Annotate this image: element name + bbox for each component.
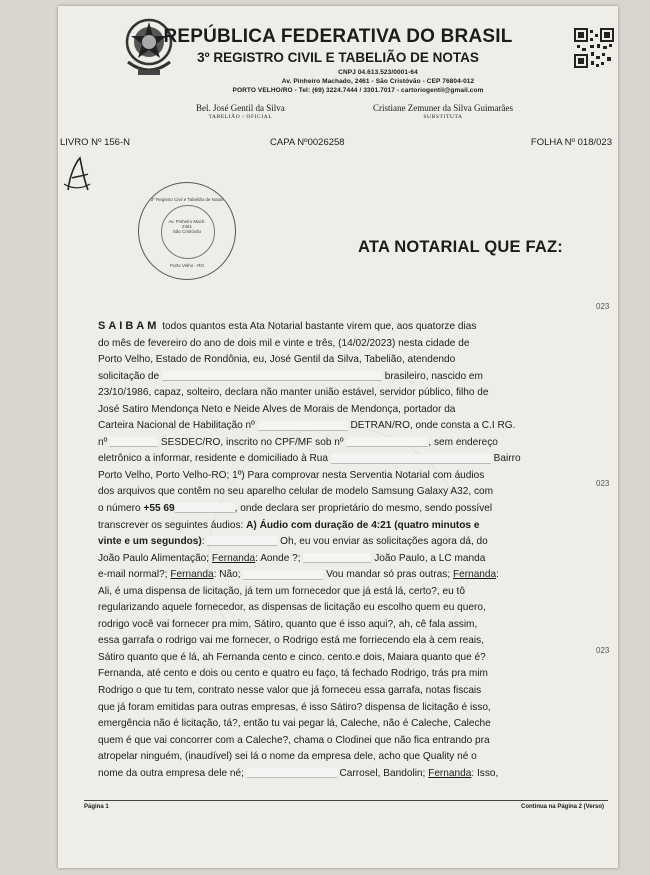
footer-divider (84, 800, 608, 801)
signatory-right (373, 103, 513, 120)
text-span: João Paulo, a LC manda (371, 552, 486, 564)
signatory-left-name: Bel. José Gentil da Silva (196, 103, 285, 113)
redacted-area (331, 454, 491, 464)
text-span: solicitação de (98, 370, 162, 382)
speaker-name: Fernanda (428, 767, 472, 779)
body-line: 23/10/1986, capaz, solteiro, declara não manter união estável, servidor público, filho de (98, 387, 489, 399)
stamp-text-1: 3º Registro Civil e Tabelião de Notas (150, 197, 224, 202)
text-span: transcrever os seguintes áudios: (98, 519, 247, 531)
body-line: Ali, é uma dispensa de licitação, já tem um fornecedor que já está lá, certo?, eu tô (98, 585, 465, 597)
document-sheet (58, 6, 618, 868)
text-span: o número (98, 503, 144, 515)
redacted-area (303, 553, 371, 563)
redacted-area (110, 437, 158, 447)
redacted-area (162, 371, 382, 381)
speaker-name: Fernanda (170, 569, 214, 581)
margin-number: 023 (596, 646, 610, 655)
sheet-number: FOLHA Nº 018/023 (530, 137, 612, 148)
body-line: atropelar ninguém, (inaudível) sei lá o nome da empresa dele, acho que Quality né o (98, 751, 477, 763)
text-span: nº (98, 436, 111, 448)
stamp-text-2: Av. Pinheiro Mach. 2461 (168, 219, 206, 229)
deed-title: ATA NOTARIAL QUE FAZ: (358, 238, 563, 256)
stamp-text-4: Porto Velho - RO (169, 263, 205, 268)
text-span: João Paulo Alimentação; (98, 552, 212, 564)
deed-body (98, 318, 588, 782)
text-span: Carrosel, Bandolin; (336, 767, 429, 779)
audio-heading: vinte e um segundos) (98, 536, 202, 548)
audio-heading: A) Áudio com duração de 4:21 (quatro minutos e (246, 519, 480, 531)
signatory-left (196, 103, 285, 120)
text-span: nome da outra empresa dele né; (98, 767, 247, 779)
redacted-area (258, 421, 348, 431)
body-line: Sátiro quanto que é lá, ah Fernanda cento e cinco. cento.e dois, Maiara quanto que é? (98, 651, 486, 663)
text-span: Vou mandar só pras outras; (323, 569, 453, 581)
speaker-name: Fernanda (452, 569, 497, 581)
body-line (98, 451, 588, 468)
text-span: : (496, 569, 499, 581)
stamp-text-3: São Cristóvão (172, 229, 202, 234)
cover-number: CAPA Nº0026258 (270, 137, 345, 148)
body-line (98, 567, 588, 584)
body-line: regularizando aquele fornecedor, as dispensas de licitação eu escolho quem eu quero, (98, 602, 486, 614)
cnpj-line: CNPJ 04.613.523/0001-64 (338, 69, 418, 76)
phone-prefix: +55 69 (143, 503, 175, 515)
text-span: brasileiro, nascido em (381, 370, 483, 382)
redacted-area (346, 437, 428, 447)
text-span: Oh, eu vou enviar as solicitações agora dá, do (277, 536, 488, 548)
body-line (98, 435, 588, 452)
text-span: Bairro (490, 453, 521, 465)
text-span: : Aonde ?; (255, 552, 304, 564)
body-line (98, 369, 588, 386)
body-line: Fernanda, até cento e dois ou cento e quatro eu faço, tá fechado Rodrigo, trás pra mim (98, 668, 488, 680)
text-span: : (201, 536, 208, 548)
notary-stamp (138, 182, 236, 280)
body-line: Porto Velho, Porto Velho-RO; 1º) Para comprovar nesta Serventia Notarial com áudios (98, 469, 485, 481)
body-line: essa garrafa o rodrigo vai me fornecer, o Rodrigo está me forriecendo ela à cem reais, (98, 635, 484, 647)
text-span: Carteira Nacional de Habilitação nº (98, 420, 258, 432)
redacted-area (207, 536, 277, 546)
qr-code-icon (574, 28, 614, 68)
text-span: , onde declara ser proprietário do mesmo, sendo possível (234, 503, 493, 515)
body-line (98, 551, 588, 568)
signatory-right-role: SUBSTITUTA (423, 114, 463, 120)
body-line: rodrigo você vai fornecer pra mim, Sátiro, quanto que é isso aqui?, ah, cê fala assim, (98, 618, 478, 630)
body-line: dos arquivos que contêm no seu aparelho celular de modelo Samsung Galaxy A32, com (98, 486, 494, 498)
body-line (98, 766, 588, 783)
office-heading: 3º REGISTRO CIVIL E TABELIÃO DE NOTAS (197, 50, 479, 65)
redacted-area (247, 768, 337, 778)
address-line: Av. Pinheiro Machado, 2461 - São Cristóvão - CEP 76804-012 (281, 78, 475, 85)
page-number: Página 1 (84, 804, 109, 810)
text-span: : Não; (213, 569, 244, 581)
text-span: todos quantos esta Ata Notarial bastante virem que, aos quatorze dias (159, 321, 477, 332)
body-line (98, 534, 588, 551)
handwritten-initial-mark (60, 154, 94, 194)
body-line (98, 318, 588, 336)
country-heading: REPÚBLICA FEDERATIVA DO BRASIL (163, 26, 513, 47)
signatory-left-role: TABELIÃO / OFICIAL (208, 114, 273, 120)
book-number: LIVRO Nº 156-N (60, 137, 130, 148)
body-line (98, 518, 588, 535)
redacted-area (175, 503, 235, 513)
continuation-note: Continua na Página 2 (Verso) (520, 804, 604, 810)
body-line: quem é que vai concorrer com a Caleche?, chama o Clodinei que não fica entrando pra (98, 734, 490, 746)
text-span: DETRAN/RO, onde consta a C.I RG. (347, 420, 516, 432)
text-span: eletrônico a informar, residente e domiciliado à Rua (98, 453, 331, 465)
contact-line: PORTO VELHO/RO - Tel: (69) 3224.7444 / 3301.7017 - cartoriogentil@gmail.com (232, 87, 484, 94)
body-line (98, 501, 588, 518)
text-span: : Isso, (471, 767, 499, 779)
body-line: José Satiro Mendonça Neto e Neide Alves de Morais de Mendonça, portador da (98, 403, 456, 415)
margin-number: 023 (596, 302, 610, 311)
text-span: , sem endereço (428, 436, 498, 448)
body-line: do mês de fevereiro do ano de dois mil e vinte e três, (14/02/2023) nesta cidade de (98, 337, 470, 349)
body-line (98, 418, 588, 435)
body-line: Rodrigo o que tu tem, contrato nesse valor que já forneceu essa garrafa, notas fiscais (98, 685, 482, 697)
redacted-area (243, 570, 323, 580)
body-line: Porto Velho, Estado de Rondônia, eu, José Gentil da Silva, Tabelião, atendendo (98, 354, 456, 366)
speaker-name: Fernanda (211, 552, 256, 564)
text-span: e-mail normal?; (98, 569, 171, 581)
text-span: SESDEC/RO, inscrito no CPF/MF sob nº (158, 436, 347, 448)
opening-word: SAIBAM (98, 320, 160, 332)
body-line: emergência não é licitação, tá?, então tu vai pegar lá, Caleche, não é Caleche, Caleche (98, 718, 491, 730)
body-line: que já foram emitidas para outras empresas, é isso Sátiro? dispensa de licitação é isso, (98, 701, 491, 713)
signatory-right-name: Cristiane Zemuner da Silva Guimarães (373, 103, 513, 113)
margin-number: 023 (596, 479, 610, 488)
